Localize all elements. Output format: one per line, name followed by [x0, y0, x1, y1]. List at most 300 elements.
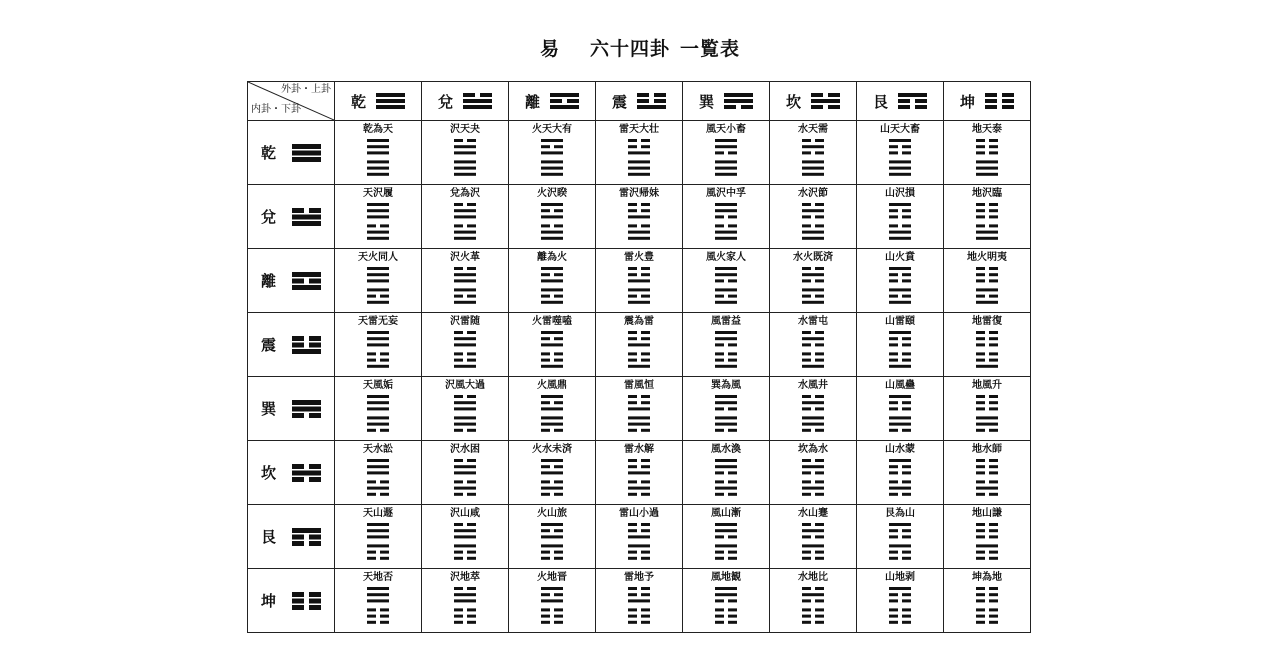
hexagram-icon — [715, 139, 737, 176]
yin-line — [628, 295, 637, 298]
yang-line — [367, 209, 389, 212]
hexagram-cell — [770, 569, 857, 633]
yang-line — [889, 523, 911, 526]
yin-line — [454, 224, 463, 227]
yang-line — [367, 599, 389, 602]
row-trigram-name: 坤 — [260, 592, 276, 610]
yang-line — [454, 301, 476, 304]
hexagram-cell — [509, 441, 596, 505]
yin-line — [467, 224, 476, 227]
hexagram-cell — [596, 377, 683, 441]
hexagram-icon — [367, 139, 389, 176]
yin-line — [889, 599, 898, 602]
yin-line — [741, 105, 753, 109]
yin-line — [454, 395, 463, 398]
yin-line — [641, 203, 650, 206]
yin-line — [554, 551, 563, 554]
yin-line — [989, 395, 998, 398]
hexagram-icon — [715, 459, 737, 496]
yin-line — [728, 352, 737, 355]
yin-line — [541, 529, 550, 532]
yang-line — [454, 167, 476, 170]
hexagram-icon — [715, 523, 737, 560]
yin-line — [292, 336, 304, 341]
hexagram-icon — [541, 331, 563, 368]
hexagram-icon — [541, 523, 563, 560]
yin-line — [802, 459, 811, 462]
yin-line — [467, 359, 476, 362]
hexagram-cell — [770, 313, 857, 377]
yin-line — [802, 608, 811, 611]
hexagram-name: 火水未済 — [532, 444, 572, 455]
yin-line — [309, 336, 321, 341]
yin-line — [728, 557, 737, 560]
yin-line — [467, 615, 476, 618]
yin-line — [989, 224, 998, 227]
yang-line — [889, 267, 911, 270]
yin-line — [628, 352, 637, 355]
hexagram-cell — [770, 377, 857, 441]
hexagram-cell — [509, 505, 596, 569]
yang-line — [889, 173, 911, 176]
yin-line — [989, 523, 998, 526]
yin-line — [889, 551, 898, 554]
yin-line — [641, 352, 650, 355]
yin-line — [554, 209, 563, 212]
hexagram-icon — [628, 395, 650, 432]
yin-line — [367, 359, 376, 362]
yang-line — [367, 544, 389, 547]
yin-line — [976, 493, 985, 496]
yin-line — [976, 615, 985, 618]
yin-line — [554, 224, 563, 227]
hexagram-name: 風天小畜 — [706, 124, 746, 135]
yang-line — [541, 267, 563, 270]
yin-line — [915, 105, 927, 109]
yin-line — [989, 352, 998, 355]
yang-line — [715, 365, 737, 368]
yin-line — [628, 587, 637, 590]
yin-line — [889, 480, 898, 483]
yang-line — [367, 279, 389, 282]
yin-line — [641, 267, 650, 270]
hexagram-cell — [857, 249, 944, 313]
hexagram-row-2 — [248, 185, 1031, 249]
column-trigram-name: 乾 — [350, 92, 366, 111]
yin-line — [815, 429, 824, 432]
column-header-3 — [509, 82, 596, 121]
yang-line — [541, 544, 563, 547]
yin-line — [628, 551, 637, 554]
yin-line — [989, 209, 998, 212]
hexagram-name: 雷地予 — [624, 572, 654, 583]
yang-line — [367, 237, 389, 240]
hexagram-icon — [715, 203, 737, 240]
yin-line — [654, 93, 666, 97]
yang-line — [628, 407, 650, 410]
yin-line — [637, 99, 649, 103]
yang-line — [802, 423, 824, 426]
yang-line — [454, 215, 476, 218]
hexagram-cell — [422, 377, 509, 441]
yang-line — [898, 93, 927, 97]
hexagram-name: 雷火豊 — [624, 252, 654, 263]
yang-line — [367, 535, 389, 538]
yang-line — [889, 395, 911, 398]
hexagram-cell — [596, 121, 683, 185]
yin-line — [541, 465, 550, 468]
yang-line — [715, 529, 737, 532]
yin-line — [454, 267, 463, 270]
hexagram-cell — [857, 377, 944, 441]
yang-line — [976, 237, 998, 240]
yang-line — [367, 139, 389, 142]
yin-line — [463, 93, 475, 97]
yin-line — [989, 615, 998, 618]
zhen-trigram-icon — [637, 93, 666, 109]
yin-line — [902, 429, 911, 432]
hexagram-icon — [889, 587, 911, 624]
yang-line — [367, 203, 389, 206]
yin-line — [728, 407, 737, 410]
yin-line — [715, 407, 724, 410]
gen-trigram-icon — [898, 93, 927, 109]
yin-line — [628, 615, 637, 618]
yin-line — [641, 224, 650, 227]
hexagram-name: 天沢履 — [363, 188, 393, 199]
yin-line — [380, 557, 389, 560]
yang-line — [454, 173, 476, 176]
hexagram-cell — [422, 185, 509, 249]
yin-line — [898, 99, 910, 103]
row-header-2 — [248, 185, 335, 249]
yin-line — [802, 295, 811, 298]
yin-line — [292, 605, 304, 610]
yang-line — [454, 535, 476, 538]
yin-line — [309, 534, 321, 539]
yin-line — [989, 267, 998, 270]
yang-line — [454, 337, 476, 340]
hexagram-name: 沢天夬 — [450, 124, 480, 135]
yin-line — [380, 615, 389, 618]
yin-line — [715, 557, 724, 560]
yin-line — [641, 480, 650, 483]
yang-line — [454, 407, 476, 410]
yin-line — [292, 342, 304, 347]
yang-line — [976, 167, 998, 170]
yin-line — [889, 343, 898, 346]
yang-line — [715, 337, 737, 340]
hexagram-icon — [454, 523, 476, 560]
yin-line — [467, 459, 476, 462]
yin-line — [628, 203, 637, 206]
row-header-8 — [248, 569, 335, 633]
yin-line — [889, 295, 898, 298]
yin-line — [902, 215, 911, 218]
yin-line — [554, 145, 563, 148]
yin-line — [889, 471, 898, 474]
yin-line — [309, 413, 321, 418]
yin-line — [802, 407, 811, 410]
hexagram-cell — [683, 377, 770, 441]
yang-line — [454, 273, 476, 276]
hexagram-icon — [367, 331, 389, 368]
hexagram-name: 艮為山 — [885, 508, 915, 519]
yin-line — [989, 587, 998, 590]
yang-line — [541, 301, 563, 304]
yin-line — [541, 359, 550, 362]
yin-line — [541, 224, 550, 227]
hexagram-name: 沢水困 — [450, 444, 480, 455]
hexagram-name: 水天需 — [798, 124, 828, 135]
yin-line — [728, 471, 737, 474]
hexagram-table — [247, 81, 1031, 633]
yin-line — [889, 224, 898, 227]
hexagram-name: 雷沢帰妹 — [619, 188, 659, 199]
column-header-8 — [944, 82, 1031, 121]
yang-line — [715, 423, 737, 426]
yin-line — [815, 608, 824, 611]
hexagram-name: 山雷頤 — [885, 316, 915, 327]
yin-line — [728, 295, 737, 298]
hexagram-name: 水火既済 — [793, 252, 833, 263]
hexagram-icon — [976, 523, 998, 560]
yin-line — [989, 145, 998, 148]
yang-line — [541, 203, 563, 206]
yin-line — [802, 343, 811, 346]
yin-line — [641, 429, 650, 432]
yang-line — [454, 599, 476, 602]
column-trigram-name: 離 — [524, 92, 540, 111]
yang-line — [889, 288, 911, 291]
yang-line — [367, 231, 389, 234]
row-header-7 — [248, 505, 335, 569]
yang-line — [292, 150, 321, 155]
yin-line — [480, 93, 492, 97]
yang-line — [454, 288, 476, 291]
yang-line — [454, 160, 476, 163]
yang-line — [454, 343, 476, 346]
row-header-3 — [248, 249, 335, 313]
yin-line — [715, 471, 724, 474]
yin-line — [715, 151, 724, 154]
yang-line — [715, 167, 737, 170]
hexagram-icon — [802, 139, 824, 176]
hexagram-icon — [889, 139, 911, 176]
yang-line — [454, 279, 476, 282]
yang-line — [628, 416, 650, 419]
yin-line — [550, 99, 562, 103]
column-header-7 — [857, 82, 944, 121]
hexagram-name: 乾為天 — [363, 124, 393, 135]
hexagram-icon — [715, 267, 737, 304]
yin-line — [641, 401, 650, 404]
yin-line — [728, 279, 737, 282]
yin-line — [728, 343, 737, 346]
yin-line — [628, 523, 637, 526]
yin-line — [815, 215, 824, 218]
yang-line — [628, 544, 650, 547]
hexagram-icon — [802, 267, 824, 304]
yin-line — [554, 557, 563, 560]
qian-trigram-icon — [292, 144, 321, 162]
yin-line — [309, 477, 321, 482]
yang-line — [628, 301, 650, 304]
yin-line — [728, 599, 737, 602]
yang-line — [715, 395, 737, 398]
yin-line — [641, 557, 650, 560]
yin-line — [367, 493, 376, 496]
hexagram-name: 沢火革 — [450, 252, 480, 263]
yin-line — [1002, 93, 1014, 97]
yin-line — [454, 203, 463, 206]
yin-line — [976, 621, 985, 624]
hexagram-cell — [944, 569, 1031, 633]
yin-line — [380, 480, 389, 483]
yang-line — [454, 416, 476, 419]
yin-line — [976, 267, 985, 270]
yang-line — [628, 279, 650, 282]
yang-line — [541, 471, 563, 474]
hexagram-name: 天風姤 — [363, 380, 393, 391]
yin-line — [815, 535, 824, 538]
yin-line — [828, 93, 840, 97]
yin-line — [902, 621, 911, 624]
yin-line — [802, 587, 811, 590]
yin-line — [454, 621, 463, 624]
yang-line — [292, 144, 321, 149]
yang-line — [367, 288, 389, 291]
yin-line — [454, 359, 463, 362]
yin-line — [976, 523, 985, 526]
yang-line — [889, 167, 911, 170]
yin-line — [554, 429, 563, 432]
hexagram-name: 離為火 — [537, 252, 567, 263]
yang-line — [292, 349, 321, 354]
yin-line — [889, 209, 898, 212]
yin-line — [889, 279, 898, 282]
hexagram-cell — [596, 313, 683, 377]
yin-line — [541, 593, 550, 596]
yang-line — [628, 167, 650, 170]
column-header-5 — [683, 82, 770, 121]
yin-line — [541, 615, 550, 618]
yin-line — [380, 493, 389, 496]
yang-line — [292, 214, 321, 219]
yin-line — [815, 587, 824, 590]
yin-line — [989, 599, 998, 602]
hexagram-cell — [335, 121, 422, 185]
yin-line — [1002, 99, 1014, 103]
yin-line — [728, 621, 737, 624]
hexagram-icon — [976, 139, 998, 176]
yang-line — [715, 139, 737, 142]
row-trigram-name: 乾 — [260, 144, 276, 162]
yin-line — [976, 295, 985, 298]
yin-line — [902, 465, 911, 468]
yin-line — [292, 477, 304, 482]
hexagram-cell — [509, 249, 596, 313]
yang-line — [454, 401, 476, 404]
yin-line — [976, 203, 985, 206]
yin-line — [802, 224, 811, 227]
yang-line — [715, 273, 737, 276]
yin-line — [554, 621, 563, 624]
yin-line — [628, 209, 637, 212]
yin-line — [889, 145, 898, 148]
yin-line — [815, 493, 824, 496]
hexagram-cell — [944, 185, 1031, 249]
yin-line — [802, 615, 811, 618]
yin-line — [467, 395, 476, 398]
yin-line — [367, 352, 376, 355]
yin-line — [641, 621, 650, 624]
row-header-4 — [248, 313, 335, 377]
yang-line — [541, 173, 563, 176]
yin-line — [367, 224, 376, 227]
yin-line — [454, 615, 463, 618]
yin-line — [628, 267, 637, 270]
yin-line — [728, 215, 737, 218]
yin-line — [976, 429, 985, 432]
yin-line — [915, 99, 927, 103]
hexagram-name: 地沢臨 — [972, 188, 1002, 199]
yin-line — [454, 557, 463, 560]
yang-line — [724, 93, 753, 97]
yang-line — [976, 288, 998, 291]
yang-line — [802, 173, 824, 176]
yin-line — [815, 407, 824, 410]
yin-line — [976, 480, 985, 483]
xun-trigram-icon — [724, 93, 753, 109]
hexagram-name: 風地観 — [711, 572, 741, 583]
yin-line — [976, 273, 985, 276]
yin-line — [889, 337, 898, 340]
column-trigram-name: 坤 — [959, 92, 975, 111]
hexagram-name: 火地晋 — [537, 572, 567, 583]
hexagram-cell — [422, 249, 509, 313]
title-part-3: 一覧表 — [680, 38, 741, 60]
yin-line — [641, 615, 650, 618]
yin-line — [985, 105, 997, 109]
hexagram-icon — [454, 459, 476, 496]
yang-line — [376, 93, 405, 97]
yin-line — [728, 493, 737, 496]
hexagram-cell — [683, 569, 770, 633]
yang-line — [367, 593, 389, 596]
yang-line — [376, 99, 405, 103]
yin-line — [976, 465, 985, 468]
yin-line — [367, 557, 376, 560]
yang-line — [367, 365, 389, 368]
yin-line — [889, 352, 898, 355]
hexagram-icon — [628, 139, 650, 176]
hexagram-row-5 — [248, 377, 1031, 441]
yin-line — [467, 587, 476, 590]
yang-line — [802, 487, 824, 490]
yang-line — [802, 209, 824, 212]
yin-line — [467, 480, 476, 483]
yang-line — [724, 99, 753, 103]
yin-line — [989, 557, 998, 560]
yin-line — [976, 151, 985, 154]
yang-line — [715, 267, 737, 270]
hexagram-cell — [596, 441, 683, 505]
yin-line — [467, 139, 476, 142]
yin-line — [567, 99, 579, 103]
hexagram-cell — [944, 377, 1031, 441]
yin-line — [467, 557, 476, 560]
